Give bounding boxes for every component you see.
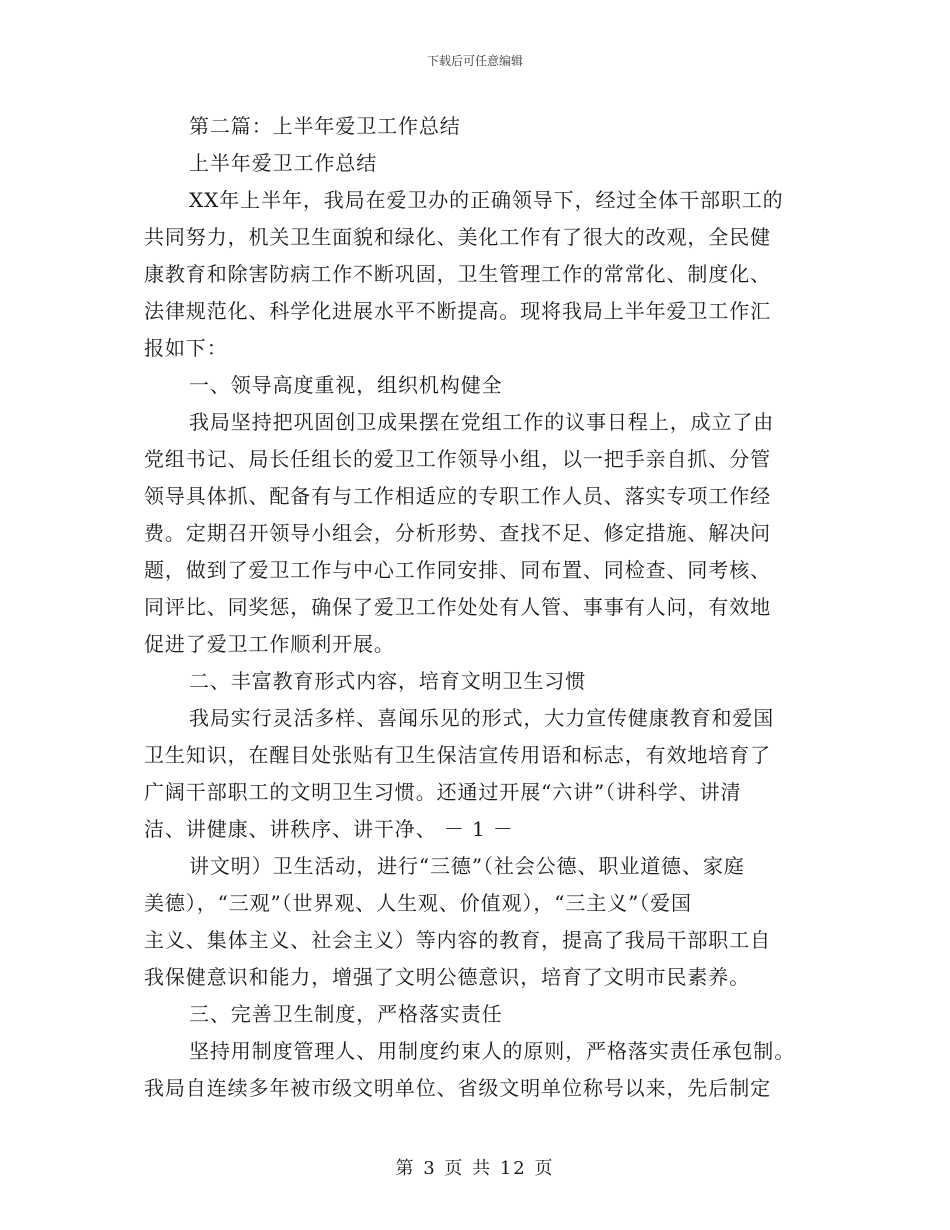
heading-1: 一、领导高度重视，组织机构健全 bbox=[189, 373, 503, 397]
document-title: 上半年爱卫工作总结 bbox=[189, 151, 378, 175]
document-body bbox=[144, 108, 804, 1107]
paragraph-line: 我局坚持把巩固创卫成果摆在党组工作的议事日程上，成立了由 bbox=[189, 410, 775, 434]
paragraph-line: 共同努力，机关卫生面貌和绿化、美化工作有了很大的改观，全民健 bbox=[144, 225, 771, 249]
heading-2: 二、丰富教育形式内容，培育文明卫生习惯 bbox=[189, 669, 587, 693]
section-title: 第二篇：上半年爱卫工作总结 bbox=[189, 114, 461, 138]
page-header: 下载后可任意编辑 bbox=[426, 54, 523, 68]
paragraph-line: 卫生知识，在醒目处张贴有卫生保洁宣传用语和标志，有效地培育了 bbox=[144, 743, 771, 767]
paragraph-line: 坚持用制度管理人、用制度约束人的原则，严格落实责任承包制。 bbox=[189, 1039, 796, 1063]
heading-3: 三、完善卫生制度，严格落实责任 bbox=[189, 1002, 503, 1026]
paragraph-line: 洁、讲健康、讲秩序、讲干净、 － 1 － bbox=[144, 817, 514, 841]
paragraph-line: 美德），“三观”（世界观、人生观、价值观），“三主义”（爱国 bbox=[144, 891, 692, 915]
paragraph-line: 领导具体抓、配备有与工作相适应的专职工作人员、落实专项工作经 bbox=[144, 484, 771, 508]
paragraph-line: 促进了爱卫工作顺利开展。 bbox=[144, 632, 395, 656]
paragraph-line: 讲文明）卫生活动，进行“三德”（社会公德、职业道德、家庭 bbox=[189, 854, 745, 878]
paragraph-line: 费。定期召开领导小组会，分析形势、查找不足、修定措施、解决问 bbox=[144, 521, 771, 545]
paragraph-line: 报如下： bbox=[144, 336, 228, 360]
paragraph-line: 广阔干部职工的文明卫生习惯。还通过开展“六讲”（讲科学、讲清 bbox=[144, 780, 742, 804]
paragraph-line: 我保健意识和能力，增强了文明公德意识，培育了文明市民素养。 bbox=[144, 965, 751, 989]
paragraph-line: 法律规范化、科学化进展水平不断提高。现将我局上半年爱卫工作汇 bbox=[144, 299, 771, 323]
paragraph-line: 我局自连续多年被市级文明单位、省级文明单位称号以来，先后制定 bbox=[144, 1076, 771, 1100]
paragraph-line: 我局实行灵活多样、喜闻乐见的形式，大力宣传健康教育和爱国 bbox=[189, 706, 775, 730]
paragraph-line: 同评比、同奖惩，确保了爱卫工作处处有人管、事事有人问，有效地 bbox=[144, 595, 771, 619]
paragraph-line: XX年上半年，我局在爱卫办的正确领导下，经过全体干部职工的 bbox=[189, 188, 784, 212]
paragraph-line: 主义、集体主义、社会主义）等内容的教育，提高了我局干部职工自 bbox=[144, 928, 771, 952]
page-footer: 第 3 页 共 12 页 bbox=[395, 1158, 555, 1179]
paragraph-line: 康教育和除害防病工作不断巩固，卫生管理工作的常常化、制度化、 bbox=[144, 262, 771, 286]
paragraph-line: 题，做到了爱卫工作与中心工作同安排、同布置、同检查、同考核、 bbox=[144, 558, 771, 582]
paragraph-line: 党组书记、局长任组长的爱卫工作领导小组，以一把手亲自抓、分管 bbox=[144, 447, 771, 471]
